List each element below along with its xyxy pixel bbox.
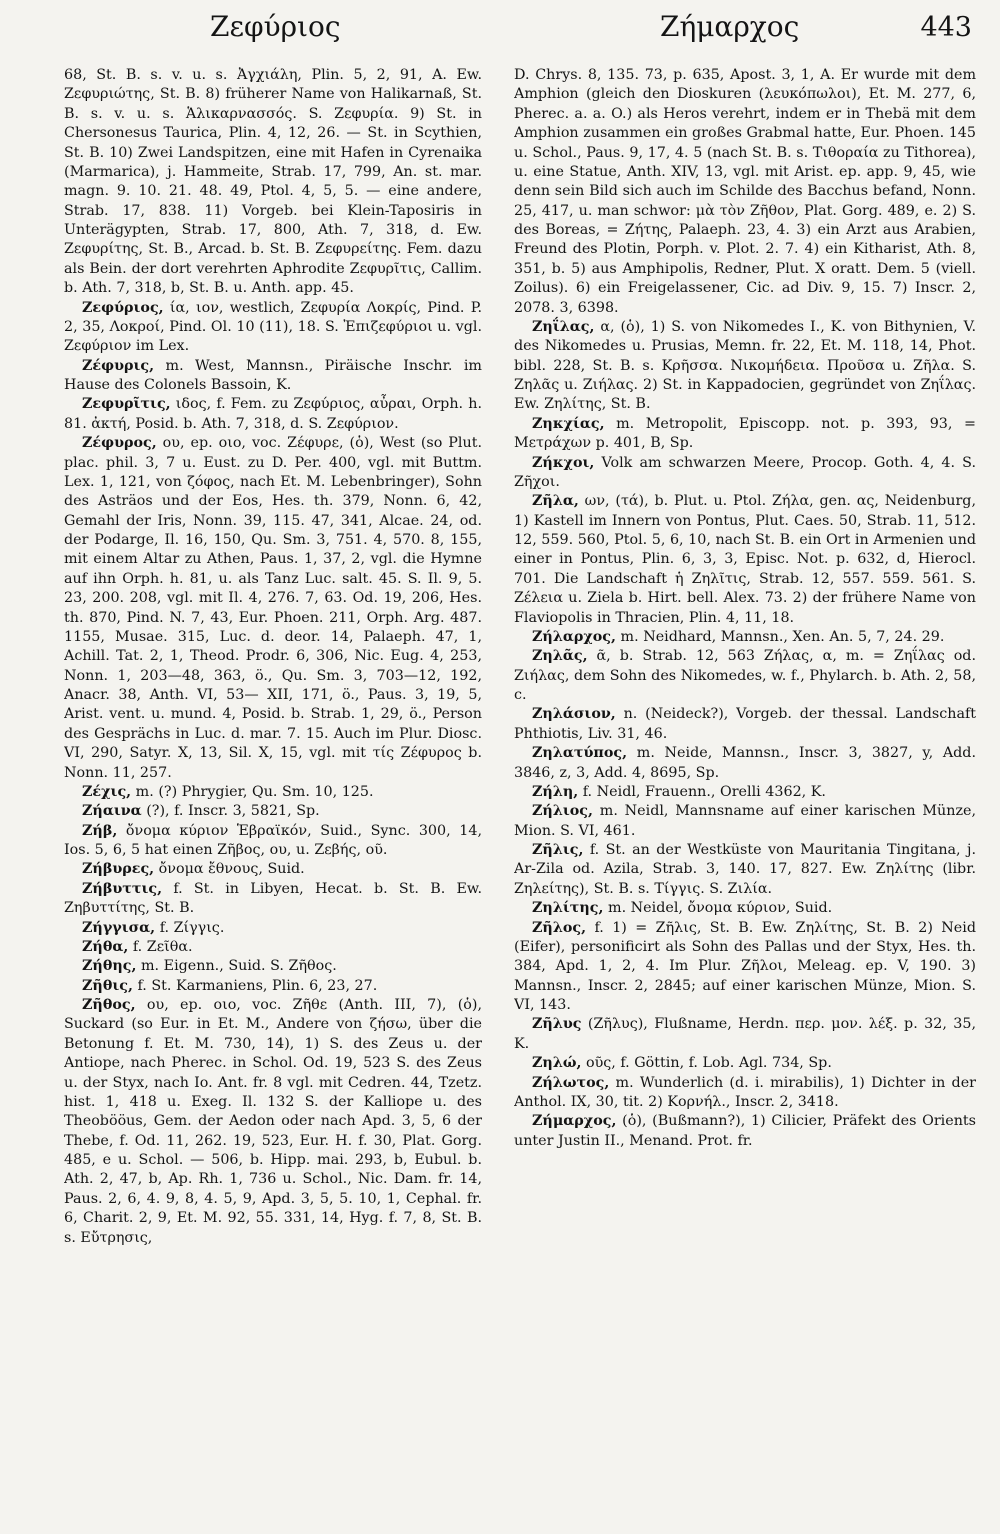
dictionary-entry — [514, 318, 976, 415]
dictionary-entry — [514, 802, 976, 841]
dictionary-entry — [64, 802, 482, 821]
entry-text: ία, ιον, westlich, Ζεφυρία Λοκρίς, Pind. P. 2, 35, Λοκροί, Pind. Ol. 10 (11), 18. S. Ἐπιζεφύριοι u. vgl. Ζεφύριον im Lex. — [64, 299, 482, 355]
entry-text: (?), f. Inscr. 3, 5821, Sp. — [141, 803, 320, 820]
entry-text: f. Neidl, Frauenn., Orelli 4362, K. — [578, 783, 826, 800]
dictionary-entry — [64, 395, 482, 434]
entry-text: m. West, Mannsn., Piräische Inschr. im Hause des Colonels Bassoin, K. — [64, 357, 482, 393]
dictionary-entry — [514, 1054, 976, 1073]
dictionary-entry — [514, 919, 976, 1016]
entry-headword: Ζήγγισα, — [82, 919, 156, 936]
entry-headword: Ζήλιος, — [532, 803, 593, 820]
entry-text: m. Wunderlich (d. i. mirabilis), 1) Dichter in der Anthol. IX, 30, tit. 2) Κορνήλ., Inscr. 2, 3418. — [514, 1074, 976, 1110]
entry-text: m. Neidel, ὄνομα κύριον, Suid. — [603, 900, 833, 917]
entry-text: D. Chrys. 8, 135. 73, p. 635, Apost. 3, 1, A. Er wurde mit dem Amphion (gleich den Dioskuren (λευκόπωλοι), Et. M. 277, 6, Pherec. a. a. O.) als Heros verehrt, indem er in Thebä mit dem Amphion zusammen ein großes Grabmal hatte, Eur. Phoen. 145 u. Schol., Paus. 9, 17, 4. 5 (nach St. B. s. Τιθοραία zu Tithorea), u. eine Statue, Anth. XIV, 13, vgl. mit Arist. ep. app. 9, 45, wie denn sein Bild sich auch im Schilde des Bacchus befand, Nonn. 25, 417, u. man schwor: μὰ τὸν Ζῆθον, Plat. Gorg. 489, e. 2) S. des Boreas, = Ζήτης, Palaeph. 23, 4. 3) ein Arzt aus Arabien, Freund des Plotin, Porph. v. Plot. 2. 7. 4) ein Kitharist, Ath. 8, 351, b. 5) aus Amphipolis, Redner, Plut. X oratt. Dem. 5 (viell. Zoilus). 6) ein Freigelassener, Cic. ad Div. 9, 15. 7) Inscr. 2, 2078. 3, 6398. — [514, 67, 976, 316]
entry-text: ὄνομα κύριον Ἑβραϊκόν, Suid., Sync. 300, 14, Ios. 5, 6, 5 hat einen Ζῆβος, ου, u. Ζεβής, οῦ. — [64, 822, 482, 858]
dictionary-entry — [64, 434, 482, 783]
entry-text: ου, ep. οιο, voc. Ζέφυρε, (ὁ), West (so Plut. plac. phil. 3, 7 u. Eust. zu D. Per. 400, vgl. mit Buttm. Lex. 1, 121, von ζόφος, nach Et. M. Lebenbringer), Sohn des Asträos und der Eos, Hes. th. 379, Nonn. 6, 42, Gemahl der Iris, Nonn. 39, 115. 47, 341, Alcae. 24, od. der Podarge, Il. 16, 150, Qu. Sm. 3, 751. 4, 570. 8, 155, mit einem Altar zu Athen, Paus. 1, 37, 2, vgl. die Hymne auf ihn Orph. h. 81, u. als Tanz Luc. salt. 45. S. Il. 9, 5. 23, 200. 208, vgl. mit Il. 4, 276. 7, 63. Od. 19, 206, Hes. th. 870, Pind. N. 7, 43, Eur. Phoen. 211, Orph. Arg. 487. 1155, Musae. 315, Luc. d. deor. 14, Palaeph. 47, 1, Achill. Tat. 2, 1, Theod. Prodr. 6, 306, Nic. Eug. 4, 253, Nonn. 1, 203—48, 363, ö., Qu. Sm. 3, 703—12, 192, Anacr. 38, Anth. VI, 53— XII, 171, ö., Paus. 3, 19, 5, Arist. vent. u. mund. 4, Posid. b. Strab. 1, 29, ö., Person des Gesprächs in Luc. d. mar. 7. 15. Auch im Plur. Diosc. VI, 290, Satyr. X, 13, Sil. X, 15, vgl. mit τίς Ζέφυρος b. Nonn. 11, 257. — [64, 435, 482, 781]
entry-text: f. St. an der Westküste von Mauritania Tingitana, j. Ar-Zila od. Azila, Strab. 3, 140. 17, 827. Ew. Ζηλίτης (libr. Ζηλείτης), St. B. s. Τίγγις. S. Ζιλία. — [514, 842, 976, 897]
dictionary-entry — [64, 860, 482, 879]
dictionary-entry — [514, 415, 976, 454]
entry-text: ων, (τά), b. Plut. u. Ptol. Ζήλα, gen. ας, Neidenburg, 1) Kastell im Innern von Pontus, Plut. Caes. 50, Strab. 11, 512. 12, 559. 560, Ptol. 5, 6, 10, nach St. B. ein Ort in Armenien und einer in Pontus, Plin. 6, 3, 3, Episc. Not. p. 632, d, Hierocl. 701. Die Landschaft ἡ Ζηλῖτις, Strab. 12, 557. 559. 561. S. Ζέλεια u. Ziela b. Hirt. bell. Alex. 73. 2) der frühere Name von Flaviopolis in Thracien, Plin. 4, 11, 18. — [514, 493, 976, 626]
entry-headword: Ζηκχίας, — [532, 415, 605, 432]
entry-text: m. Metropolit, Episcopp. not. p. 393, 93, = Μετράχων p. 401, B, Sp. — [514, 415, 976, 452]
dictionary-entry — [514, 744, 976, 783]
entry-text: (ὁ), (Bußmann?), 1) Cilicier, Präfekt des Orients unter Justin II., Menand. Prot. fr. — [514, 1113, 976, 1149]
entry-text: f. Ζεῖθα. — [128, 938, 193, 955]
dictionary-entry — [514, 647, 976, 705]
entry-headword: Ζήαινα — [82, 803, 142, 820]
entry-text: m. Neidhard, Mannsn., Xen. An. 5, 7, 24. 29. — [616, 628, 945, 645]
entry-headword: Ζήβ, — [82, 822, 118, 839]
page-header — [60, 10, 972, 54]
dictionary-entry — [64, 977, 482, 996]
entry-text: α, (ὁ), 1) S. von Nikomedes I., K. von Bithynien, V. des Nikomedes u. Prusias, Memn. fr. 22, Et. M. 118, 14, Phot. bibl. 228, St. B. s. Κρῆσσα. Νικομήδεια. Προῦσα u. Ζῆλα. S. Ζηλᾶς u. Ζιήλας. 2) St. in Kappadocien, gegründet von Ζηΐλας. Ew. Ζηλίτης, St. B. — [514, 318, 976, 413]
entry-headword: Ζηλώ, — [532, 1055, 582, 1072]
entry-headword: Ζήθα, — [82, 938, 129, 955]
dictionary-entry — [514, 783, 976, 802]
dictionary-entry — [514, 454, 976, 493]
right-running-headword: Ζήμαρχος — [660, 10, 800, 43]
dictionary-entry — [64, 822, 482, 861]
dictionary-entry — [514, 841, 976, 899]
entry-headword: Ζήλαρχος, — [532, 628, 616, 645]
page-number: 443 — [920, 12, 972, 43]
entry-headword: Ζῆλα, — [532, 493, 579, 510]
dictionary-entry — [514, 492, 976, 628]
dictionary-entry — [64, 299, 482, 357]
dictionary-entry — [64, 938, 482, 957]
dictionary-entry — [64, 880, 482, 919]
dictionary-entry — [514, 1015, 976, 1054]
left-column — [64, 66, 482, 1528]
entry-text: f. St. in Libyen, Hecat. b. St. B. Ew. Ζηβυττίτης, St. B. — [64, 880, 482, 917]
entry-text: ᾶ, b. Strab. 12, 563 Ζήλας, α, m. = Ζηΐλας od. Ζιήλας, dem Sohn des Nikomedes, w. f., Phylarch. b. Ath. 2, 58, c. — [514, 648, 976, 703]
entry-text: (Ζῆλυς), Flußname, Herdn. περ. μον. λέξ. p. 32, 35, K. — [514, 1016, 976, 1052]
entry-text: m. Eigenn., Suid. S. Ζῆθος. — [136, 958, 337, 975]
dictionary-entry — [64, 357, 482, 396]
entry-text: n. (Neideck?), Vorgeb. der thessal. Landschaft Phthiotis, Liv. 31, 46. — [514, 706, 976, 742]
entry-text: f. Ζίγγις. — [155, 919, 225, 936]
dictionary-entry — [64, 996, 482, 1248]
dictionary-entry — [64, 957, 482, 976]
entry-headword: Ζηλάσιον, — [532, 706, 616, 723]
entry-headword: Ζέχις, — [82, 783, 132, 800]
entry-headword: Ζήθης, — [82, 958, 137, 975]
entry-text: m. (?) Phrygier, Qu. Sm. 10, 125. — [131, 783, 374, 800]
entry-headword: Ζήβυττις, — [82, 880, 163, 897]
entry-headword: Ζέφυρος, — [82, 435, 157, 452]
entry-headword: Ζηΐλας, — [532, 318, 595, 335]
entry-text: 68, St. B. s. v. u. s. Ἀγχιάλη, Plin. 5, 2, 91, A. Ew. Ζεφυριώτης, St. B. 8) früherer Name von Halikarnaß, St. B. s. v. u. s. Ἁλικαρνασσός. S. Ζεφυρία. 9) St. in Chersonesus Taurica, Plin. 4, 12, 26. — St. in Scythien, St. B. 10) Zwei Landspitzen, eine mit Hafen in Cyrenaika (Marmarica), j. Hammeite, Strab. 17, 799, An. st. mar. magn. 9. 10. 21. 48. 49, Ptol. 4, 5, 5. — eine andere, Strab. 17, 838. 11) Vorgeb. bei Klein-Taposiris in Unterägypten, Strab. 17, 800, Ath. 7, 318, d. Ew. Ζεφυρίτης, St. B., Arcad. b. St. B. Ζεφυρείτης. Fem. dazu als Bein. der dort verehrten Aphrodite Ζεφυρῖτις, Callim. b. Ath. 7, 318, b, St. B. u. Anth. app. 45. — [64, 67, 482, 297]
entry-text: οῦς, f. Göttin, f. Lob. Agl. 734, Sp. — [581, 1055, 832, 1072]
dictionary-entry — [514, 1074, 976, 1113]
entry-headword: Ζήκχοι, — [532, 454, 595, 471]
dictionary-entry — [64, 783, 482, 802]
entry-headword: Ζεφυρῖτις, — [82, 396, 171, 413]
entry-headword: Ζῆλος, — [532, 919, 587, 936]
entry-text: m. Neide, Mannsn., Inscr. 3, 3827, y, Add. 3846, z, 3, Add. 4, 8695, Sp. — [514, 745, 976, 781]
entry-headword: Ζήλωτος, — [532, 1074, 610, 1091]
entry-headword: Ζῆθος, — [82, 997, 136, 1013]
entry-headword: Ζηλίτης, — [532, 900, 604, 917]
entry-text: f. St. Karmaniens, Plin. 6, 23, 27. — [132, 977, 378, 994]
entry-text: m. Neidl, Mannsname auf einer karischen Münze, Mion. S. VI, 461. — [514, 803, 976, 839]
right-column — [514, 66, 976, 1528]
dictionary-entry — [514, 705, 976, 744]
dictionary-entry — [64, 919, 482, 938]
entry-text: Volk am schwarzen Meere, Procop. Goth. 4, 4. S. Ζῆχοι. — [514, 454, 976, 490]
entry-text: ὄνομα ἔθνους, Suid. — [154, 861, 305, 878]
entry-headword: Ζῆλυς — [532, 1016, 582, 1033]
entry-headword: Ζεφύριος, — [82, 299, 164, 316]
entry-text: ιδος, f. Fem. zu Ζεφύριος, αὖραι, Orph. h. 81. ἀκτή, Posid. b. Ath. 7, 318, d. S. Ζεφύριον. — [64, 396, 482, 432]
dictionary-entry — [514, 628, 976, 647]
entry-headword: Ζήμαρχος, — [532, 1113, 617, 1130]
entry-headword: Ζῆθις, — [82, 977, 133, 994]
entry-headword: Ζήλη, — [532, 783, 579, 800]
entry-text: f. 1) = Ζῆλις, St. B. Ew. Ζηλίτης, St. B. 2) Neid (Eifer), personificirt als Sohn des Pallas und der Styx, Hes. th. 384, Apd. 1, 2, 4. Im Plur. Ζῆλοι, Meleag. ep. V, 190. 3) Mannsn., Inscr. 2, 2845; auf einer karischen Münze, Mion. S. VI, 143. — [514, 919, 976, 1013]
entry-headword: Ζήβυρες, — [82, 861, 155, 878]
dictionary-entry — [64, 66, 482, 299]
dictionary-entry — [514, 1112, 976, 1151]
entry-headword: Ζέφυρις, — [82, 357, 155, 374]
left-running-headword: Ζεφύριος — [210, 10, 341, 43]
entry-headword: Ζῆλις, — [532, 842, 584, 858]
entry-headword: Ζηλᾶς, — [532, 648, 588, 665]
entry-text: ου, ep. οιο, voc. Ζῆθε (Anth. III, 7), (ὁ), Suckard (so Eur. in Et. M., Andere von ζήσω, über die Betonung f. Et. M. 730, 14), 1) S. des Zeus u. der Antiope, nach Pherec. in Schol. Od. 19, 523 S. des Zeus u. der Styx, nach Io. Ant. fr. 8 vgl. mit Cedren. 44, Tzetz. hist. 1, 418 u. Exeg. Il. 132 S. der Kalliope u. des Theobööus, Gem. der Aedon oder nach Apd. 3, 5, 6 der Thebe, f. Od. 11, 262. 19, 523, Eur. H. f. 30, Plat. Gorg. 485, e u. Schol. — 506, b. Hipp. mai. 293, b, Eubul. b. Ath. 2, 47, b, Ap. Rh. 1, 736 u. Schol., Nic. Dam. fr. 14, Paus. 2, 6, 4. 9, 8, 4. 5, 9, Apd. 3, 5, 5. 10, 1, Cephal. fr. 6, Charit. 2, 9, Et. M. 92, 55. 331, 14, Hyg. f. 7, 8, St. B. s. Εὔτρησις, — [64, 997, 482, 1246]
entry-headword: Ζηλατύπος, — [532, 745, 628, 762]
dictionary-entry — [514, 66, 976, 318]
dictionary-entry — [514, 899, 976, 918]
